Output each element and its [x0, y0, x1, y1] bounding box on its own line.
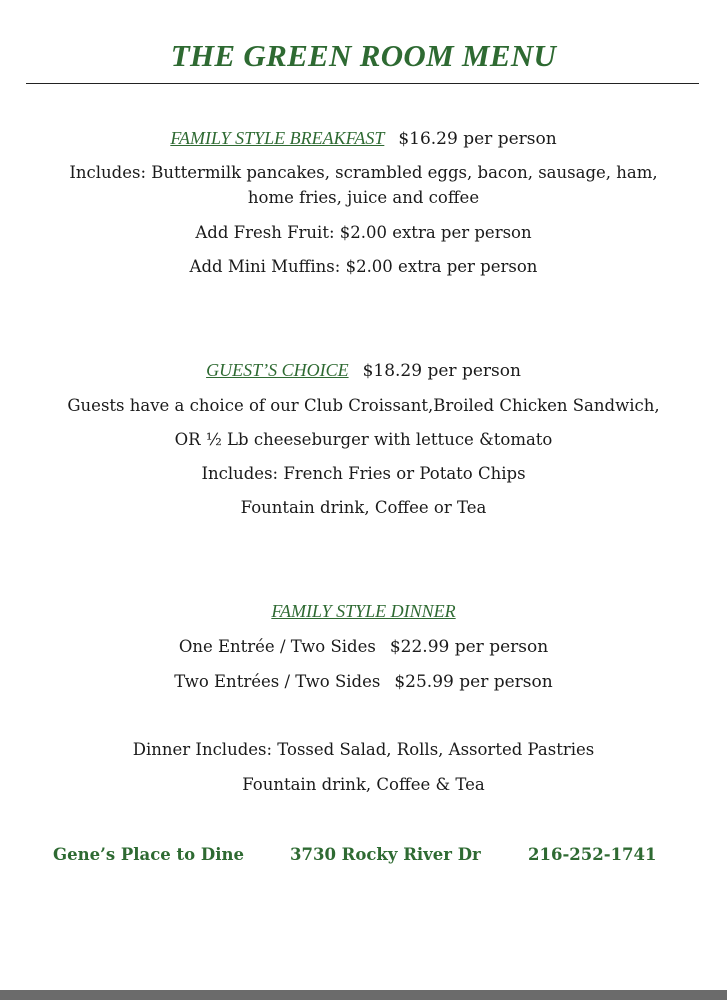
- dinner-option-2: [0, 672, 727, 692]
- guests-choice-price: $18.29 per person: [362, 361, 521, 381]
- dinner-option-1-price: $22.99 per person: [389, 637, 549, 657]
- breakfast-heading-line: [0, 128, 727, 149]
- guests-choice-line-2: OR ½ Lb cheeseburger with lettuce &tomato: [174, 430, 553, 449]
- guests-choice-line-3: Includes: French Fries or Potato Chips: [201, 464, 526, 483]
- guests-choice-line-1: Guests have a choice of our Club Croissant,Broiled Chicken Sandwich,: [67, 396, 660, 415]
- breakfast-addon-fruit: Add Fresh Fruit: $2.00 extra per person: [195, 223, 532, 242]
- dinner-option-2-price: $25.99 per person: [394, 672, 553, 692]
- guests-choice-line-4: Fountain drink, Coffee or Tea: [240, 498, 487, 517]
- breakfast-price: $16.29 per person: [398, 129, 557, 149]
- dinner-includes-line-1: Dinner Includes: Tossed Salad, Rolls, Assorted Pastries: [132, 740, 595, 759]
- footer-address: 3730 Rocky River Dr: [290, 845, 481, 864]
- scan-edge: [0, 990, 727, 1000]
- title-divider: [26, 83, 699, 84]
- guests-choice-heading: GUEST’S CHOICE: [206, 360, 349, 380]
- dinner-includes-line-2: Fountain drink, Coffee & Tea: [242, 775, 485, 794]
- footer-restaurant-name: Gene’s Place to Dine: [53, 845, 244, 864]
- dinner-option-1-label: One Entrée / Two Sides: [178, 637, 376, 656]
- breakfast-includes-line-1: Includes: Buttermilk pancakes, scrambled eggs, bacon, sausage, ham,: [69, 163, 658, 182]
- dinner-heading: FAMILY STYLE DINNER: [271, 601, 456, 621]
- dinner-heading-line: [0, 601, 727, 622]
- breakfast-heading: FAMILY STYLE BREAKFAST: [170, 128, 385, 148]
- footer-phone: 216-252-1741: [528, 845, 657, 864]
- page-title: THE GREEN ROOM MENU: [170, 38, 557, 73]
- guests-choice-heading-line: [0, 360, 727, 381]
- breakfast-includes-line-2: home fries, juice and coffee: [247, 188, 480, 207]
- dinner-option-2-label: Two Entrées / Two Sides: [174, 672, 381, 691]
- breakfast-addon-muffins: Add Mini Muffins: $2.00 extra per person: [189, 257, 538, 276]
- dinner-option-1: [0, 637, 727, 657]
